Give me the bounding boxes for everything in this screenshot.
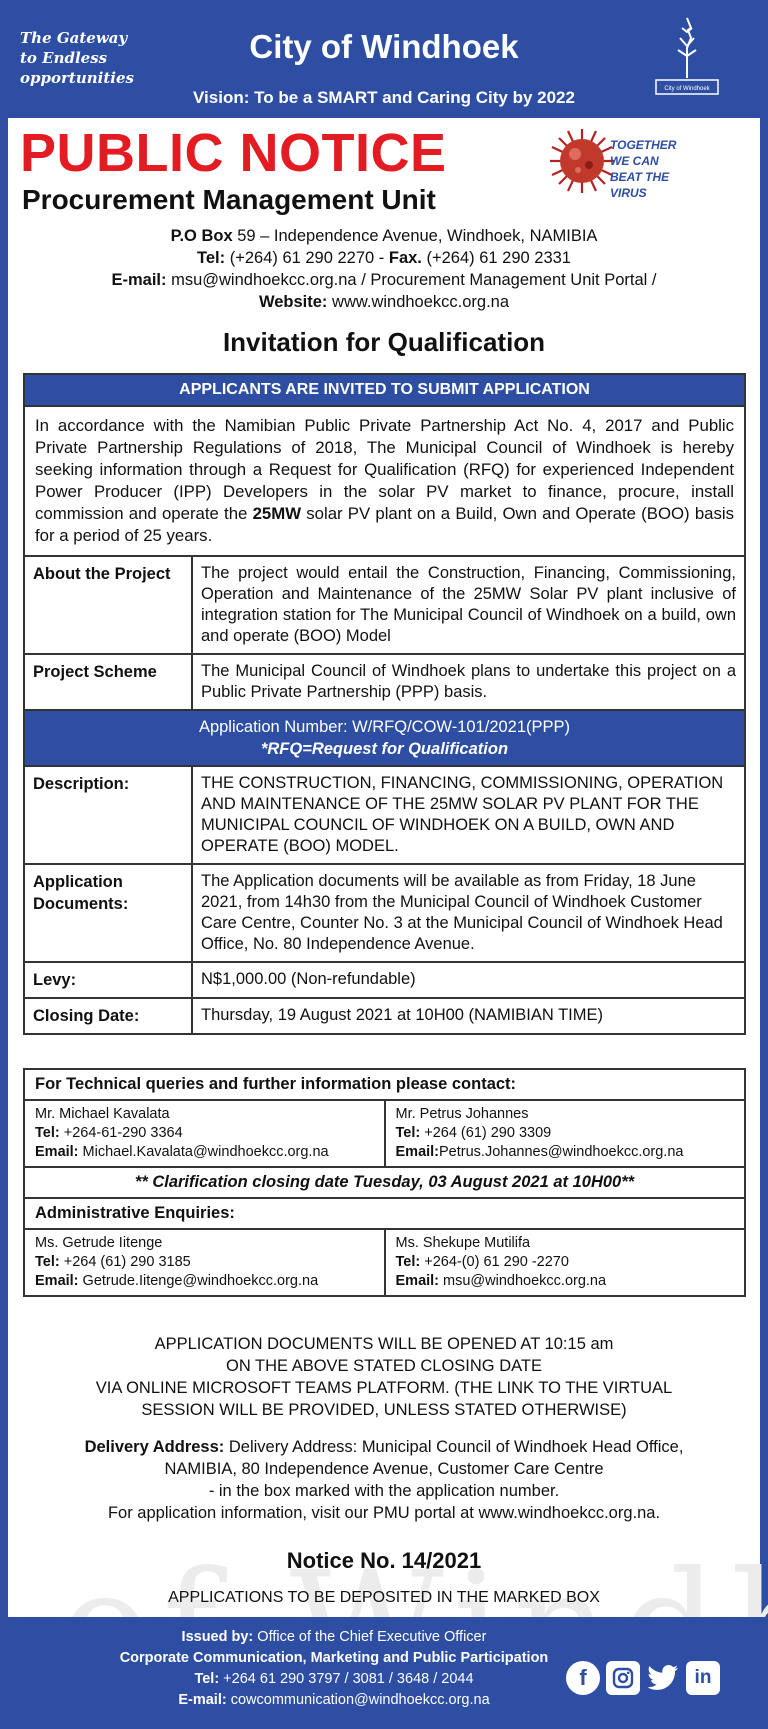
closing-date-label: Closing Date: — [25, 999, 193, 1033]
coronavirus-icon — [548, 127, 616, 195]
svg-text:City of Windhoek: City of Windhoek — [664, 86, 710, 92]
admin2-email-link[interactable]: msu@windhoekcc.org.na — [439, 1273, 607, 1289]
website-line: Website: www.windhoekcc.org.na — [258, 293, 510, 311]
technical-contacts — [25, 1101, 744, 1166]
project-scheme-row — [25, 653, 744, 709]
footer-email-link[interactable]: cowcommunication@windhoekcc.org.na — [226, 1692, 490, 1708]
admin-contact-1: Ms. Getrude Iitenge Tel: +264 (61) 290 3185 Email: Getrude.Iitenge@windhoekcc.org.na — [35, 1235, 319, 1289]
city-title: City of Windhoek — [249, 28, 519, 65]
project-scheme-label: Project Scheme — [25, 655, 193, 709]
facebook-icon[interactable]: f — [566, 1661, 600, 1695]
levy-value: N$1,000.00 (Non-refundable) — [201, 970, 416, 988]
project-scheme-value: The Municipal Council of Windhoek plans to undertake this project on a Public Private Partnership (PPP) basis. — [201, 662, 736, 701]
contacts-table — [23, 1068, 746, 1297]
applicants-heading: APPLICANTS ARE INVITED TO SUBMIT APPLICATION — [25, 375, 744, 405]
deposit-instruction: APPLICATIONS TO BE DEPOSITED IN THE MARKED BOX — [168, 1589, 600, 1606]
vision-statement: Vision: To be a SMART and Caring City by 2022 — [193, 88, 575, 107]
levy-row — [25, 961, 744, 997]
tech1-email-link[interactable]: Michael.Kavalata@windhoekcc.org.na — [78, 1144, 329, 1160]
email-line: E-mail: msu@windhoekcc.org.na / Procurement Management Unit Portal / — [111, 271, 657, 289]
city-logo-icon — [652, 10, 722, 100]
public-notice-title: PUBLIC NOTICE — [20, 123, 447, 183]
header-banner — [0, 0, 768, 118]
about-project-value: The project would entail the Construction, Financing, Commissioning, Operation and Maintenance of the 25MW Solar PV plant inclusive of integration station for The Municipal Council of Windhoek on a build, own and operate (BOO) Model — [201, 564, 736, 645]
unit-title: Procurement Management Unit — [22, 184, 436, 215]
tagline: The Gateway to Endless opportunities — [20, 29, 134, 87]
rfq-table — [23, 373, 746, 1035]
documents-value: The Application documents will be available as from Friday, 18 June 2021, from 14h30 from the Municipal Council of Windhoek Customer Care Centre, Counter No. 3 at the Municipal Council of Windhoek Head Office, No. 80 Independence Avenue. — [201, 872, 723, 953]
description-label: Description: — [25, 767, 193, 863]
documents-row — [25, 863, 744, 961]
footer-banner — [0, 1617, 768, 1729]
description-row — [25, 765, 744, 863]
closing-date-value: Thursday, 19 August 2021 at 10H00 (NAMIBIAN TIME) — [201, 1006, 603, 1024]
tel-fax-line: Tel: (+264) 61 290 2270 - Fax. (+264) 61 290 2331 — [197, 249, 571, 267]
technical-heading: For Technical queries and further information please contact: — [25, 1070, 744, 1101]
twitter-icon[interactable] — [646, 1661, 680, 1695]
about-project-row — [25, 555, 744, 653]
delivery-address: Delivery Address: Delivery Address: Municipal Council of Windhoek Head Office, NAMIBIA, 80 Independence Avenue, Customer Care Centre - in the box marked with the application number. For application information, visit our PMU portal at www.windhoekcc.org.na. — [84, 1438, 684, 1522]
invitation-title: Invitation for Qualification — [222, 327, 546, 357]
covid-slogan: TOGETHER WE CAN BEAT THE VIRUS — [610, 138, 677, 200]
tech2-email-link[interactable]: Petrus.Johannes@windhoekcc.org.na — [439, 1144, 684, 1160]
po-box-line: P.O Box 59 – Independence Avenue, Windhoek, NAMIBIA — [170, 227, 598, 245]
tech-contact-1: Mr. Michael Kavalata Tel: +264-61-290 3364 Email: Michael.Kavalata@windhoekcc.org.na — [35, 1106, 329, 1160]
application-number-bar — [25, 709, 744, 765]
opening-note: APPLICATION DOCUMENTS WILL BE OPENED AT 10:15 am ON THE ABOVE STATED CLOSING DATE VIA ONLINE MICROSOFT TEAMS PLATFORM. (THE LINK TO THE VIRTUAL SESSION WILL BE PROVIDED, UNLESS STATED OTHERWISE) — [95, 1335, 673, 1419]
social-icons — [566, 1661, 720, 1695]
tech-contact-2: Mr. Petrus Johannes Tel: +264 (61) 290 3309 Email:Petrus.Johannes@windhoekcc.org.na — [384, 1101, 745, 1166]
levy-label: Levy: — [25, 963, 193, 997]
issued-by-block: Issued by: Office of the Chief Executive Officer Corporate Communication, Marketing and Public Participation Tel: +264 61 290 3797 / 3081 / 3648 / 2044 E-mail: cowcommunication@windhoekcc.org.na — [119, 1629, 549, 1708]
linkedin-icon[interactable]: in — [686, 1661, 720, 1695]
about-project-label: About the Project — [25, 557, 193, 653]
clarification-deadline: ** Clarification closing date Tuesday, 03 August 2021 at 10H00** — [25, 1166, 744, 1199]
admin-contact-2: Ms. Shekupe Mutilifa Tel: +264-(0) 61 290 -2270 Email: msu@windhoekcc.org.na — [384, 1230, 745, 1295]
rfq-note: *RFQ=Request for Qualification — [260, 740, 509, 758]
intro-paragraph: In accordance with the Namibian Public Private Partnership Act No. 4, 2017 and Public Private Partnership Regulations of 2018, The Municipal Council of Windhoek is hereby seeking information through a Request for Qualification (RFQ) for experienced Independent Power Producer (IPP) Developers in the solar PV market to finance, procure, install commission and operate the 25MW solar PV plant on a Build, Own and Operate (BOO) basis for a period of 25 years. — [25, 405, 744, 555]
admin-contacts — [25, 1230, 744, 1295]
description-value: THE CONSTRUCTION, FINANCING, COMMISSIONING, OPERATION AND MAINTENANCE OF THE 25MW SOLAR PV PLANT FOR THE MUNICIPAL COUNCIL OF WINDHOEK ON A BUILD, OWN AND OPERATE (BOO) MODEL. — [201, 774, 724, 855]
documents-label: Application Documents: — [25, 865, 193, 961]
admin-heading: Administrative Enquiries: — [25, 1199, 744, 1230]
office-contacts — [30, 225, 738, 313]
instagram-icon[interactable] — [606, 1661, 640, 1695]
department-name: Corporate Communication, Marketing and Public Participation — [119, 1650, 549, 1666]
application-number: Application Number: W/RFQ/COW-101/2021(PPP) — [198, 718, 571, 736]
notice-number: Notice No. 14/2021 — [286, 1548, 482, 1573]
closing-date-row — [25, 997, 744, 1033]
admin1-email-link[interactable]: Getrude.Iitenge@windhoekcc.org.na — [78, 1273, 319, 1289]
